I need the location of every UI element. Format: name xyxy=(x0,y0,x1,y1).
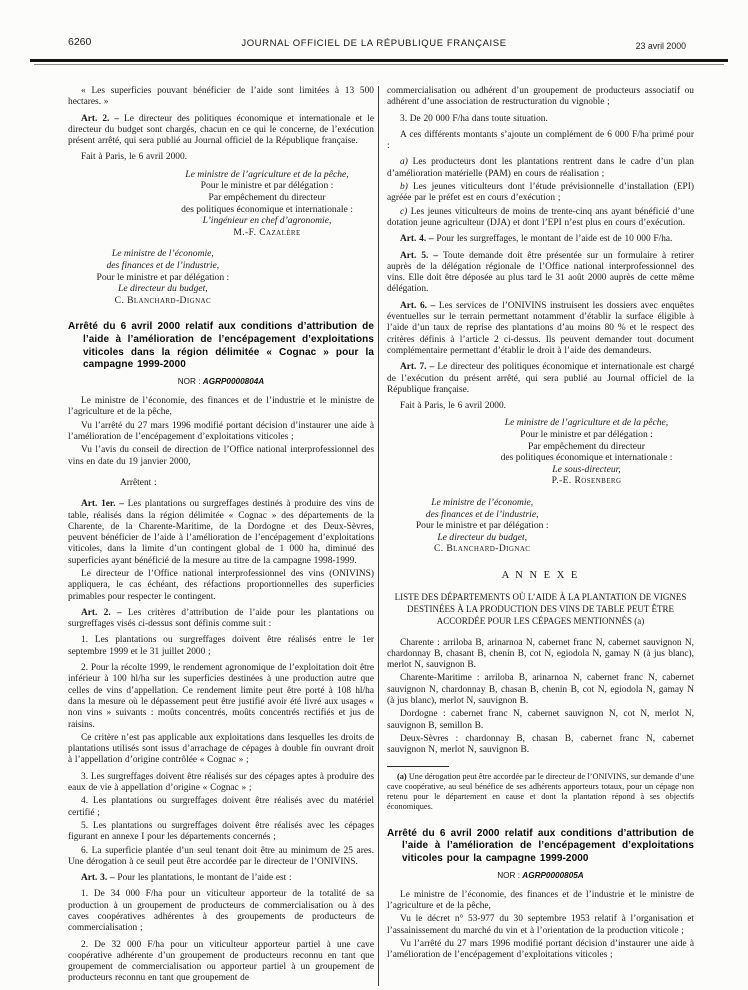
paragraph: Le directeur de l’Office national interprofessionnel des vins (ONIVINS) appliquera, le cas échéant, des réfactions proportionnelles des superficies primables pour respecter le contingent. xyxy=(68,568,374,602)
signature-block xyxy=(387,417,694,487)
signature-line: des finances et de l’industrie, xyxy=(106,259,220,271)
signature-block xyxy=(68,169,374,239)
paragraph: 2. Pour la récolte 1999, le rendement agronomique de l’exploitation doit être inférieur à 100 hl/ha sur les superficies destinées à une production autre que celles de vins d’appellation. Ce rendement limite peut être porté à 108 hl/ha dans la mesure où le dépassement peut être justifié avoir été livré aux usages « non vins » suivants : moûts concentrés, moûts concentrés rectifiés et jus de raisins. xyxy=(68,663,374,730)
nor-label: NOR : xyxy=(177,377,203,387)
nor-code: AGRP0000804A xyxy=(202,377,265,387)
paragraph: A ces différents montants s’ajoute un complément de 6 000 F/ha primé pour : xyxy=(387,129,694,152)
paragraph: Fait à Paris, le 6 avril 2000. xyxy=(400,401,507,412)
paragraph: Art. 3. – Pour les plantations, le montant de l’aide est : xyxy=(81,873,292,884)
paragraph: Deux-Sèvres : chardonnay B, chasan B, cabernet franc N, cabernet sauvignon N, merlot N, sauvignon B. xyxy=(387,733,694,756)
signature-line: Pour le ministre et par délégation : xyxy=(96,271,230,283)
nor-code: AGRP0000805A xyxy=(522,870,584,880)
paragraph: Art. 7. – Le directeur des politiques économique et internationale est chargé de l’exécution du présent arrêté, qui sera publié au Journal officiel de la République française. xyxy=(387,362,694,395)
signature-line: Le ministre de l’agriculture et de la pêche, xyxy=(185,168,349,180)
signature-line: des politiques économique et internationale : xyxy=(181,203,353,215)
paragraph: 6. La superficie plantée d’un seul tenant doit être au minimum de 25 ares. Une dérogation à ce seuil peut être accordée par le directeur de l’ONIVINS. xyxy=(68,845,374,867)
article-lead: (a) xyxy=(397,771,409,781)
paragraph: Le ministre de l’économie, des finances et de l’industrie et le ministre de l’agriculture et de la pêche, xyxy=(68,396,374,418)
signature-line: P.-E. Rosenberg xyxy=(551,475,622,487)
nor-line xyxy=(387,871,694,880)
issue-date: 23 avril 2000 xyxy=(635,41,686,51)
paragraph: 3. Les surgreffages doivent être réalisés sur des cépages aptes à produire des eaux de vie à appellation d’origine « Cognac » ; xyxy=(68,771,374,794)
signature-line: Pour le ministre et par délégation : xyxy=(200,180,334,192)
paragraph: Ce critère n’est pas applicable aux exploitations dans lesquelles les droits de plantations utilisés sont issus d’arrachage de cépages à double fin ouvrant droit à l’appellation d’origine contrôlée « Cognac » ; xyxy=(68,732,374,766)
paragraph: 1. Les plantations ou surgreffages doivent être réalisés entre le 1er septembre 1999 et le 31 juillet 2000 ; xyxy=(68,635,374,657)
journal-title: JOURNAL OFFICIEL DE LA RÉPUBLIQUE FRANÇAISE xyxy=(241,38,507,49)
article-lead: c) xyxy=(400,206,411,217)
article-lead: Art. 1er. – xyxy=(81,499,128,510)
paragraph: 3. De 20 000 F/ha dans toute situation. xyxy=(400,113,548,124)
signature-line: Le ministre de l’agriculture et de la pêche, xyxy=(504,417,669,429)
paragraph: 2. De 32 000 F/ha pour un viticulteur apporteur partiel à une cave coopérative adhérente d’un groupement de producteurs reconnu en tant que groupement de commercialisation ou apporteur partiel à un groupement de producteurs reconnu en tant que groupement de xyxy=(68,939,374,984)
paragraph: Vu l’arrêté du 27 mars 1996 modifié portant décision d’instaurer une aide à l’amélioration de l’encépagement d’exploitations viticoles ; xyxy=(68,420,374,443)
article-lead: Art. 6. – xyxy=(400,300,439,311)
paragraph: Le ministre de l’économie, des finances et de l’industrie et le ministre de l’agriculture et de la pêche, xyxy=(387,889,694,912)
left-column xyxy=(68,84,374,985)
signature-line: Pour le ministre et par délégation : xyxy=(415,520,549,532)
footnote: (a) Une dérogation peut être accordée par le directeur de l’ONIVINS, sur demande d’une cave coopérative, au seul bénéfice de ses adhérents apporteurs totaux, pour un cépage non retenu pour le département en cause et dont la plantation répond à ses objectifs économiques. xyxy=(387,771,694,812)
signature-line: Le sous-directeur, xyxy=(552,463,621,475)
paragraph: Fait à Paris, le 6 avril 2000. xyxy=(81,152,188,163)
column-divider-rule xyxy=(378,86,379,986)
article-lead: b) xyxy=(400,182,413,193)
annexe-title: A N N E X E xyxy=(501,569,580,581)
footnote-rule xyxy=(387,766,449,767)
article-lead: Art. 5. – xyxy=(400,250,443,261)
signature-line: M.-F. Cazalère xyxy=(233,226,301,238)
annexe-list-title: LISTE DES DÉPARTEMENTS OÙ L’AIDE À LA PLANTATION DE VIGNES DESTINÉES À LA PRODUCTION DES VINS DE TABLE PEUT ÊTRE ACCORDÉE POUR LES CÉPAGES MENTIONNÉS (a) xyxy=(394,591,687,627)
signature-line: Pour le ministre et par délégation : xyxy=(520,429,653,441)
paragraph: « Les superficies pouvant bénéficier de l’aide sont limitées à 13 500 hectares. » xyxy=(68,86,374,108)
decree-formula: Arrêtent : xyxy=(120,477,157,488)
paragraph: 4. Les plantations ou surgreffages doivent être réalisés avec du matériel certifié ; xyxy=(68,796,374,818)
signature-block xyxy=(68,248,258,306)
paragraph: c) Les jeunes viticulteurs de moins de trente-cinq ans ayant bénéficié d’une dotation jeune agriculteur (DJA) et dont l’EPI n’est plus en cours d’exécution. xyxy=(387,206,694,228)
header-rule-thin xyxy=(34,64,724,65)
nor-label: NOR : xyxy=(497,870,523,880)
page-number: 6260 xyxy=(68,36,92,48)
paragraph: commercialisation ou adhérent d’un groupement de producteurs associatif ou adhérent d’une association de restructuration du vignoble ; xyxy=(387,86,694,108)
nor-line xyxy=(68,377,374,386)
signature-line: des politiques économique et internationale : xyxy=(500,452,673,464)
article-lead: Art. 7. – xyxy=(400,362,438,373)
paragraph: Art. 1er. – Les plantations ou surgreffages destinés à produire des vins de table, réalisés dans la région délimitée « Cognac » des départements de la Charente, de la Charente-Maritime, de la Dordogne et des Deux-Sèvres, peuvent bénéficier de l’aide à l’amélioration de l’encépagement d’exploitations viticoles, dans la limite d’un contingent global de 1 000 ha, diminué des superficies ayant bénéficié de la mesure au titre de la campagne 1998-1999. xyxy=(68,499,374,566)
article-lead: Art. 4. – xyxy=(400,234,437,245)
paragraph: a) Les producteurs dont les plantations rentrent dans le cadre d’un plan d’amélioration matérielle (PAM) en cours de réalisation ; xyxy=(387,157,694,179)
signature-line: C. Blanchard-Dignac xyxy=(114,294,212,306)
paragraph: Vu l’avis du conseil de direction de l’Office national interprofessionnel des vins en date du 19 janvier 2000, xyxy=(68,445,374,467)
paragraph: Charente-Maritime : arriloba B, arinarnoa N, cabernet franc N, cabernet sauvignon N, chardonnay B, chasan B, chenin B, cot N, egiodola N, gamay N (à jus blanc), merlot N, sauvignon B. xyxy=(387,673,694,707)
paragraph: Charente : arriloba B, arinarnoa N, cabernet franc N, cabernet sauvignon N, chardonnay B, chasant B, chenin B, cot N, egiodola N, gamay N (à jus blanc), merlot N, sauvignon B. xyxy=(387,637,694,671)
paragraph: Art. 6. – Les services de l’ONIVINS instruisent les dossiers avec enquêtes éventuelles sur le terrain permettant notamment d’établir la surface éligible à l’aide d’un taux de reprise des plantations d’au moins 80 % et le respect des critères définis à l’article 2 ci-dessus. Ils peuvent demander tout document complémentaire permettant d’établir le droit à l’aide des demandeurs. xyxy=(387,300,694,356)
paragraph: b) Les jeunes viticulteurs dont l’étude prévisionnelle d’installation (EPI) agréée par le préfet est en cours d’exécution ; xyxy=(387,182,695,204)
signature-line: C. Blanchard-Dignac xyxy=(433,543,531,555)
section-heading: Arrêté du 6 avril 2000 relatif aux conditions d’attribution de l’aide à l’amélioration de l’encépagement d’exploitations viticoles dans la région délimitée « Cognac » pour la campagne 1999-2000 xyxy=(68,321,374,371)
right-column xyxy=(387,84,694,962)
signature-line: Par empêchement du directeur xyxy=(528,440,645,452)
article-lead: a) xyxy=(400,157,413,168)
signature-line: Par empêchement du directeur xyxy=(208,191,326,203)
signature-line: Le ministre de l’économie, xyxy=(111,248,214,260)
article-lead: Art. 2. – xyxy=(81,113,124,124)
paragraph: Art. 2. – Le directeur des politiques économique et internationale et le directeur du budget sont chargés, chacun en ce qui le concerne, de l’exécution présent arrêté, qui sera publié au Journal officiel de la République française. xyxy=(68,113,374,147)
signature-line: Le directeur du budget, xyxy=(118,283,208,295)
paragraph: Vu l’arrêté du 27 mars 1996 modifié portant décision d’instaurer une aide à l’amélioration de l’encépagement d’exploitations viticoles ; xyxy=(387,939,694,961)
paragraph: Art. 5. – Toute demande doit être présentée sur un formulaire à retirer auprès de la délégation régionale de l’Office national interprofessionnel des vins. Elle doit être déposée au plus tard le 31 août 2000 auprès de cette même délégation. xyxy=(387,250,694,295)
paragraph: 5. Les plantations ou surgreffages doivent être réalisés avec les cépages figurant en annexe I pour les départements concernés ; xyxy=(68,820,374,843)
header-rule xyxy=(30,59,728,62)
paragraph: Dordogne : cabernet franc N, cabernet sauvignon N, cot N, merlot N, sauvignon B, semillon B. xyxy=(387,709,694,731)
paragraph: Vu le décret n° 53-977 du 30 septembre 1953 relatif à l’organisation et l’assainissement du marché du vin et à l’orientation de la production viticole ; xyxy=(387,914,694,936)
paragraph: Art. 2. – Les critères d’attribution de l’aide pour les plantations ou surgreffages visés ci-dessus sont définis comme suit : xyxy=(68,607,374,630)
signature-line: Le directeur du budget, xyxy=(437,531,528,543)
signature-line: des finances et de l’industrie, xyxy=(425,508,539,520)
signature-block xyxy=(387,497,577,555)
article-lead: Art. 3. – xyxy=(81,873,118,884)
section-heading: Arrêté du 6 avril 2000 relatif aux conditions d’attribution de l’aide à l’amélioration de l’encépagement d’exploitations viticoles pour la campagne 1999-2000 xyxy=(387,827,694,865)
paragraph: Art. 4. – Pour les surgreffages, le montant de l’aide est de 10 000 F/ha. xyxy=(400,234,673,245)
paragraph: 1. De 34 000 F/ha pour un viticulteur apporteur de la totalité de sa production à un groupement de producteurs de commercialisation ou à des caves coopératives adhérentes à des groupements de producteurs de commercialisation ; xyxy=(68,889,374,934)
signature-line: Le ministre de l’économie, xyxy=(431,496,534,508)
article-lead: Art. 2. – xyxy=(81,607,128,618)
signature-line: L’ingénieur en chef d’agronomie, xyxy=(202,215,332,227)
